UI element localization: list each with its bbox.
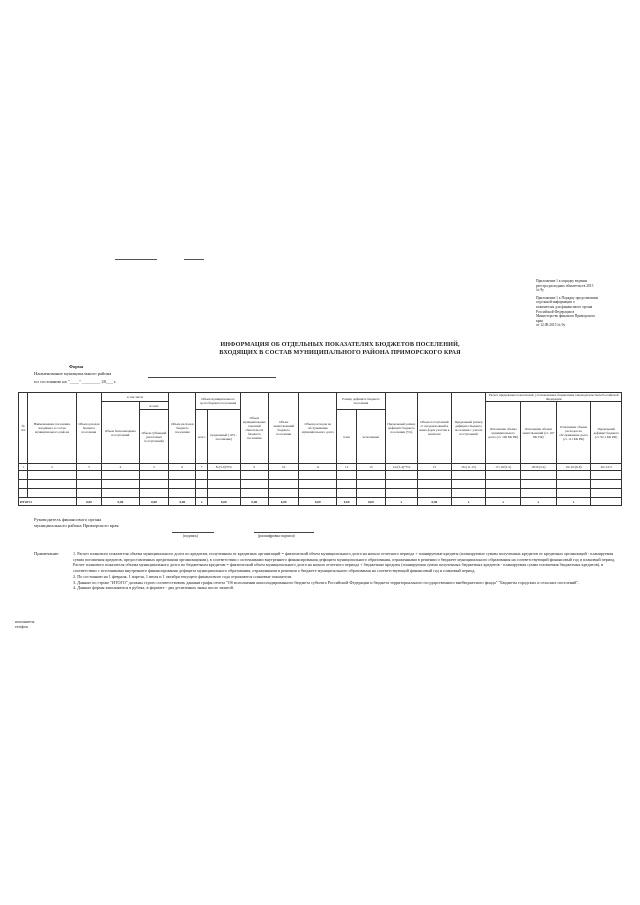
col-number: 13 <box>357 464 385 471</box>
header-note-line: Приложение 1 к Порядку представления <box>536 295 599 300</box>
header-subventions: Объем субвенций (налоговых поступлений) <box>139 410 168 464</box>
total-cell: 0,00 <box>139 498 168 506</box>
header-note-line: № 9у <box>536 288 544 293</box>
executor-label: исполнитель <box>15 620 35 624</box>
col-number: 19=10/(6-8) <box>556 464 591 471</box>
total-cell: х <box>486 498 521 506</box>
total-cell: 0,00 <box>101 498 139 506</box>
col-number: 12 <box>337 464 357 471</box>
table-row[interactable] <box>19 480 622 489</box>
total-row <box>19 498 622 506</box>
header-debt-group: Объем муниципального долга бюджета поселения <box>196 393 240 410</box>
total-cell: 0,00 <box>208 498 241 506</box>
total-cell: 0,00 <box>76 498 101 506</box>
header-expenses: Объем расходов бюджета поселения <box>169 393 196 464</box>
executor-block <box>15 620 34 629</box>
phone-label: телефон <box>15 624 28 629</box>
header-note-line: Министерство финансов Приморского <box>536 314 596 319</box>
header-deficit-actual: исполнение <box>357 410 385 464</box>
col-number: 9 <box>240 464 268 471</box>
col-number: 18=9/(3-4) <box>521 464 557 471</box>
total-cell: 0,00 <box>418 498 452 506</box>
header-deficit-plan: план <box>337 410 357 464</box>
header-deficit-limit: Предельный размер дефицита бюджета поселения (5%) <box>385 393 418 464</box>
col-number: 3 <box>76 464 101 471</box>
total-cell: 0,00 <box>240 498 268 506</box>
form-label: Форма <box>69 364 84 369</box>
header-incl: в том числе <box>101 393 168 402</box>
header-debt-total: всего <box>196 410 208 464</box>
header-grants: Объем безвозмездных поступлений <box>101 402 139 464</box>
total-cell <box>591 498 622 506</box>
header-calc-group: Расчет предельных показателей, установленных бюджетным законодательством Российской Федерации <box>486 393 622 402</box>
total-cell: 0,00 <box>268 498 298 506</box>
header-revenue: Объем доходов бюджета поселения <box>76 393 101 464</box>
header-ratio-deficit: Предельный дефицит бюджета (ст. 92.1 БК РФ) <box>591 402 622 464</box>
header-settlement: Наименование поселения, входящего в состав муниципального района <box>28 393 76 464</box>
title-line-2: ВХОДЯЩИХ В СОСТАВ МУНИЦИПАЛЬНОГО РАЙОНА ПРИМОРСКОГО КРАЯ <box>219 349 461 356</box>
total-cell: 0,00 <box>169 498 196 506</box>
header-debt-service: Объем расходов на обслуживание муниципального долга <box>299 393 337 464</box>
notes-list <box>73 551 621 591</box>
col-number: 2 <box>28 464 76 471</box>
col-number: 16=(11-15) <box>451 464 486 471</box>
signature-line-2: муниципального района Приморского края <box>34 522 119 528</box>
signature-caption: (подпись) <box>183 534 198 538</box>
col-number: 4 <box>101 464 139 471</box>
note-item: Расчет планового показателя объема муниципального долга по бюджетным кредитам = фактический объем муниципального долга на начало отчетного периода + бюджетные кредиты (планируемая сумма полученных бюджетных кредитов - планируемая сумма погашения бюджетных кредитов), в соответствии с источниками внутреннего финансирования дефицита муниципального образования, отраженными в решении о бюджете муниципального образования на соответствующий финансовый год и плановый период. <box>73 562 604 574</box>
signature-field[interactable] <box>172 531 214 533</box>
header-note-line: Приложение 1 к порядку ведения <box>536 279 588 283</box>
col-number: 15 <box>418 464 452 471</box>
total-cell: 0,00 <box>337 498 357 506</box>
header-note-line: Российской Федерации в <box>536 309 575 314</box>
header-debt-limit: предельный (10% - погашение) <box>208 410 241 464</box>
col-number: 8=(5-6)*0% <box>208 464 241 471</box>
header-stock-sales: Объем поступлений от продажи акций и иных форм участия в капитале <box>418 393 452 464</box>
header-deficit-group: Размер дефицита бюджета поселения <box>337 393 385 410</box>
total-cell: х <box>521 498 557 506</box>
notes-label: Примечание: <box>34 551 60 556</box>
district-field[interactable] <box>148 376 276 378</box>
header-note-line: отдельной информации о <box>536 300 575 305</box>
col-number: 5 <box>139 464 168 471</box>
col-number: 11 <box>299 464 337 471</box>
scan-mark <box>115 259 157 260</box>
col-number: 1 <box>19 464 28 471</box>
date-label: по состоянию на "____" ________ 20___ г. <box>34 379 117 384</box>
header-of-which: из них <box>139 402 168 410</box>
document-title <box>150 341 530 357</box>
note-item: 3. Данные по строке "ИТОГО" должны строго соответствовать данным графы отчета "Об исполнении консолидированного бюджета субъекта Российской Федерации и бюджета территориального государственного внебюджетного фонда" "Бюджеты городских и сельских поселений". <box>73 579 580 585</box>
header-note-line: реестра расходных обязательств 2015 <box>536 283 594 288</box>
header-ratio-service: Отношение объема расходов на обслуживание долга (ст. 111 БК РФ) <box>556 402 591 464</box>
signature-line-1: Руководитель финансового органа <box>34 517 102 522</box>
header-deficit-limit-adj: Предельный размер дефицита бюджета поселения с учетом поступлений <box>451 393 486 464</box>
header-note-line: края <box>536 318 543 323</box>
signature-block <box>34 517 118 528</box>
col-number: 20=12/3 <box>591 464 622 471</box>
total-cell: х <box>451 498 486 506</box>
name-caption: (расшифровка подписи) <box>258 534 295 538</box>
header-ratio-debt: Отношение объема муниципального долга (ст. 106 БК РФ) <box>486 402 521 464</box>
header-note-line: от 12.08.2015 № 9у <box>536 323 566 328</box>
indicators-table <box>18 392 622 506</box>
col-number: 7 <box>196 464 208 471</box>
total-cell: 0,00 <box>357 498 385 506</box>
district-label: Наименование муниципального района <box>34 371 112 376</box>
table-row[interactable] <box>19 489 622 498</box>
col-number: 10 <box>268 464 298 471</box>
note-item: 1. Расчет планового показателя объема муниципального долга по кредитам, полученным от кредитных организаций = фактический объем муниципального долга на начало отчетного периода + планируемые кредиты (планируемые суммы полученных кредитов от кредитных организаций - планируемая сумма погашения кредитов, предоставленных кредитными организациями), в соответствии с источниками внутреннего финансирования дефицита муниципального образования, отраженными в решении о бюджете муниципального образования на соответствующий финансовый год и плановый период. <box>73 551 616 562</box>
scan-mark <box>184 259 204 260</box>
title-line-1: ИНФОРМАЦИЯ ОБ ОТДЕЛЬНЫХ ПОКАЗАТЕЛЯХ БЮДЖЕТОВ ПОСЕЛЕНИЙ, <box>220 341 460 348</box>
col-number: 14=(3-4)*5% <box>385 464 418 471</box>
col-number: 17=10/(3-5) <box>486 464 521 471</box>
total-cell: 0,00 <box>299 498 337 506</box>
total-cell: х <box>556 498 591 506</box>
table-row[interactable] <box>19 471 622 480</box>
total-cell: х <box>196 498 208 506</box>
header-guarantees: Объем муниципальных гарантий обязательств бюджета поселения <box>240 393 268 464</box>
header-note-line: показателях для финансового органа <box>536 304 593 309</box>
header-note <box>536 279 616 328</box>
total-label: ИТОГО <box>19 498 77 506</box>
col-number: 6 <box>169 464 196 471</box>
note-item: 2. По состоянию на 1 февраля, 1 апреля, 1 июля и 1 октября текущего финансового года отражаются плановые показатели. <box>73 573 293 579</box>
header-ratio-borrow: Отношение объема заимствований (ст. 107 БК РФ) <box>521 402 557 464</box>
header-num: № п/п <box>19 393 28 464</box>
total-cell: х <box>385 498 418 506</box>
header-borrowings: Объем заимствований бюджета поселения <box>268 393 298 464</box>
note-item: 4. Данные формы заполняются в рублях, в формате - два десятичных знака после запятой. <box>73 585 234 591</box>
name-field[interactable] <box>254 531 314 533</box>
